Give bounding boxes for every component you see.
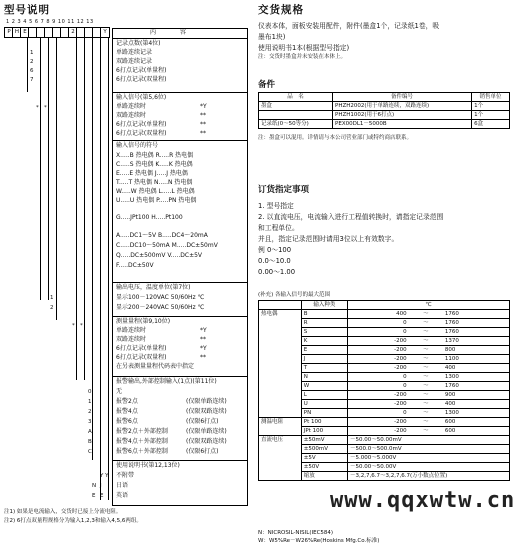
- range-group-label: 直流电压: [259, 436, 302, 481]
- range-sep: ～: [409, 319, 443, 328]
- content-header: 内 容: [150, 29, 187, 36]
- dc-item: C.....DC10～50mA M.....DC±50mV: [116, 242, 218, 249]
- acc-cell: PHZH2002(用于单路连续，双路连续): [333, 102, 472, 111]
- manual-title: 使用说明书(第12,13位): [116, 462, 180, 469]
- input-symbol-title: 输入信号的符号: [116, 142, 159, 149]
- power-code: 1: [50, 295, 54, 301]
- order-item: 例 0～100: [258, 246, 292, 254]
- manual-item: 日语: [116, 482, 129, 489]
- delivery-intro-3: 使用说明书1本(根据型号指定): [258, 44, 350, 52]
- range-item: 单路连续时: [116, 327, 147, 334]
- foot-2: W：W5%Re－W26%Re(Hoskins Mfg.Co.标准): [258, 538, 380, 544]
- alarm-item-note: (仅限双路连续): [186, 408, 227, 415]
- range-item-code: **: [200, 354, 206, 361]
- record-code: 1: [30, 50, 34, 56]
- guide-line: [92, 38, 93, 460]
- tc-item: E.....E 热电偶 J.....J 热电偶: [116, 170, 188, 177]
- input-item-code: **: [200, 130, 206, 137]
- delivery-intro-note: 注：交货时墨盒并未安装在本体上。: [258, 54, 347, 60]
- range-min: 0: [348, 373, 409, 382]
- delivery-title: 交货规格: [258, 4, 304, 16]
- divider: [112, 282, 247, 283]
- table-row: [259, 120, 510, 129]
- dc-item: Q.....DC±500mV V.....DC±5V: [116, 252, 203, 259]
- alarm-item: 报警4点＋外部控制: [116, 438, 168, 445]
- dc-item: F.....DC±50V: [116, 262, 154, 269]
- range-min: 0: [348, 319, 409, 328]
- range-sep: ～: [409, 382, 443, 391]
- range-sep: ～: [409, 409, 443, 418]
- alarm-item-note: (仅限单路连续): [186, 428, 227, 435]
- range-value: －5.000～5.000V: [348, 454, 510, 463]
- range-group-label: 热电偶: [259, 310, 302, 418]
- alarm-code: 1: [88, 399, 92, 405]
- input-item: 6打点记录(双量程): [116, 130, 167, 137]
- range-min: -200: [348, 418, 409, 427]
- range-code-b: *: [80, 323, 83, 329]
- accessories-title: 备件: [258, 80, 276, 90]
- foot-1: N：NICROSIL-NISIL(IEC584): [258, 530, 334, 536]
- input-code-a: *: [36, 105, 39, 111]
- manual-code: Y Y: [100, 473, 109, 479]
- range-max: 800: [443, 346, 510, 355]
- input-code-b: *: [44, 105, 47, 111]
- range-type: R: [301, 319, 347, 328]
- range-max: 900: [443, 391, 510, 400]
- model-code-cell: P: [4, 27, 14, 38]
- range-type: S: [301, 328, 347, 337]
- manual-code: J: [100, 483, 102, 489]
- divider: [112, 140, 247, 141]
- acc-cell: PHZH1002(用于6打点): [333, 111, 472, 120]
- table-row: [259, 102, 510, 111]
- range-sep: ～: [409, 418, 443, 427]
- alarm-item: 无: [116, 388, 123, 395]
- range-max: 600: [443, 427, 510, 436]
- power-item: 显示100－120VAC 50/60Hz ℃: [116, 294, 205, 301]
- alarm-item-note: (仅限6打点): [186, 418, 219, 425]
- alarm-item-note: (仅限单路连续): [186, 398, 227, 405]
- range-min: -200: [348, 400, 409, 409]
- range-item-code: **: [200, 336, 206, 343]
- range-sep: ～: [409, 400, 443, 409]
- range-table: [258, 300, 510, 481]
- power-code: 2: [50, 305, 54, 311]
- alarm-code: 3: [88, 419, 92, 425]
- range-type: U: [301, 400, 347, 409]
- input-item-code: **: [200, 121, 206, 128]
- record-row: 6打点记录(单量程): [116, 67, 167, 74]
- range-min: -200: [348, 391, 409, 400]
- accessories-table: [258, 92, 510, 129]
- model-code-cell: 2: [68, 27, 78, 38]
- range-min: -200: [348, 427, 409, 436]
- range-value: －50.00～50.00mV: [348, 436, 510, 445]
- range-type: ±5V: [301, 454, 347, 463]
- table-row: [259, 436, 510, 445]
- range-title: 测量量程(第9,10位): [116, 318, 171, 325]
- range-type: K: [301, 337, 347, 346]
- acc-header: 备件编号: [333, 93, 472, 102]
- acc-cell: PEX00DL1－5000B: [333, 120, 472, 129]
- range-min: -200: [348, 346, 409, 355]
- manual-code: E: [100, 493, 104, 499]
- range-sep: ～: [409, 328, 443, 337]
- range-value: －500.0～500.0mV: [348, 445, 510, 454]
- range-max: 1300: [443, 373, 510, 382]
- manual-code-prefix: N: [92, 483, 97, 489]
- table-row: [259, 418, 510, 427]
- range-header: ℃: [348, 301, 510, 310]
- range-max: 400: [443, 364, 510, 373]
- range-code-a: *: [72, 323, 75, 329]
- divider: [112, 460, 247, 461]
- delivery-intro-2: 墨布1块): [258, 33, 286, 41]
- range-type: JPt 100: [301, 427, 347, 436]
- tc-item: T.....T 热电偶 N.....N 热电偶: [116, 179, 193, 186]
- acc-cell: 墨盒: [259, 102, 333, 111]
- note-1: 注1) 如果是电流输入，交货时已接上分流电阻。: [4, 509, 122, 515]
- manual-item: 英语: [116, 492, 129, 499]
- range-type: W: [301, 382, 347, 391]
- guide-line: [84, 38, 85, 380]
- acc-cell: 1个: [472, 111, 510, 120]
- record-row: 6打点记录(双量程): [116, 76, 167, 83]
- guide-line: [40, 38, 41, 300]
- range-min: 0: [348, 409, 409, 418]
- alarm-title: 报警输出,外部控制输入(1点)(第11位): [116, 378, 217, 385]
- range-max: 1300: [443, 409, 510, 418]
- range-max: 1760: [443, 310, 510, 319]
- range-type: T: [301, 364, 347, 373]
- range-min: 0: [348, 328, 409, 337]
- range-type: B: [301, 310, 347, 319]
- range-min: 0: [348, 382, 409, 391]
- range-min: 400: [348, 310, 409, 319]
- range-min: -200: [348, 337, 409, 346]
- dc-item: A.....DC1～5V B.....DC4～20mA: [116, 232, 208, 239]
- record-row: 双路连续记录: [116, 58, 153, 65]
- tc-item: X.....B 热电偶 R.....R 热电偶: [116, 152, 194, 159]
- acc-cell: 1个: [472, 102, 510, 111]
- guide-line: [27, 38, 28, 92]
- divider: [112, 92, 247, 93]
- alarm-code: B: [88, 439, 92, 445]
- alarm-item: 报警6点: [116, 418, 138, 425]
- range-group-label: 测温电阻: [259, 418, 302, 436]
- range-sep: ～: [409, 346, 443, 355]
- range-min: -200: [348, 364, 409, 373]
- manual-item: 不附带: [116, 472, 135, 479]
- alarm-item: 报警2点: [116, 398, 138, 405]
- input-title: 输入信号(第5,6位): [116, 94, 167, 101]
- order-item: 和工程单位。: [258, 224, 299, 232]
- manual-code-prefix: E: [92, 493, 96, 499]
- range-item: 6打点记录(双量程): [116, 354, 167, 361]
- range-type: ±50V: [301, 463, 347, 472]
- range-max: 1760: [443, 328, 510, 337]
- range-type: 缩放: [301, 472, 347, 481]
- order-item: 1. 型号指定: [258, 202, 294, 210]
- divider: [112, 316, 247, 317]
- range-header: 输入种类: [301, 301, 347, 310]
- alarm-code: A: [88, 429, 92, 435]
- acc-cell: 6盒: [472, 120, 510, 129]
- range-sep: ～: [409, 337, 443, 346]
- range-table-title: (补充) 各输入信号的最大范围: [258, 292, 331, 298]
- tc-item: C.....S 热电偶 K.....K 热电偶: [116, 161, 193, 168]
- range-header-blank: [259, 301, 302, 310]
- guide-line: [48, 38, 49, 300]
- range-sep: ～: [409, 391, 443, 400]
- range-type: E: [301, 346, 347, 355]
- record-code: 7: [30, 77, 34, 83]
- power-title: 输出电压，温度单位(第7位): [116, 284, 191, 291]
- acc-cell: 记录纸(0～50等分): [259, 120, 333, 129]
- range-sep: ～: [409, 427, 443, 436]
- order-item: 0.00～1.00: [258, 268, 296, 276]
- alarm-item: 报警4点: [116, 408, 138, 415]
- model-title: 型号说明: [4, 4, 50, 16]
- tc-item: U.....U 热电偶 P.....PN 热电偶: [116, 197, 197, 204]
- range-max: 1760: [443, 382, 510, 391]
- range-note: 在另表测量量程代码表中指定: [116, 363, 195, 370]
- input-item: 6打点记录(单量程): [116, 121, 167, 128]
- range-item: 双路连续时: [116, 336, 147, 343]
- range-sep: ～: [409, 310, 443, 319]
- range-min: -200: [348, 355, 409, 364]
- guide-line: [108, 38, 109, 500]
- alarm-item-note: (仅限6打点): [186, 448, 219, 455]
- guide-line: [76, 38, 77, 380]
- guide-line: [56, 38, 57, 320]
- alarm-item: 报警2点＋外部控制: [116, 428, 168, 435]
- model-code-cell: E: [20, 27, 30, 38]
- divider: [112, 376, 247, 377]
- range-type: J: [301, 355, 347, 364]
- table-row: [259, 310, 510, 319]
- accessories-note: 注：墨盒可以混用。详情请与本公司营业部门或特约商店联系。: [258, 135, 413, 141]
- input-item: 单路连续时: [116, 103, 147, 110]
- range-max: 400: [443, 400, 510, 409]
- range-item-code: *Y: [200, 327, 207, 334]
- record-code: 6: [30, 68, 34, 74]
- range-type: PN: [301, 409, 347, 418]
- alarm-code: C: [88, 449, 92, 455]
- range-value: －50.00～50.00V: [348, 463, 510, 472]
- range-type: N: [301, 373, 347, 382]
- record-row: 记录点数(第4位): [116, 40, 161, 47]
- order-title: 订货指定事项: [258, 185, 310, 195]
- record-code: 2: [30, 59, 34, 65]
- order-item: 0.0～10.0: [258, 257, 291, 265]
- range-item: 6打点记录(单量程): [116, 345, 167, 352]
- note-2: 注2) 6打点双量程规格分为输入1,2,3和输入4,5,6两组。: [4, 518, 142, 524]
- range-sep: ～: [409, 373, 443, 382]
- power-item: 显示200－240VAC 50/60Hz ℃: [116, 304, 205, 311]
- input-item-code: **: [200, 112, 206, 119]
- table-row: [259, 111, 510, 120]
- range-type: ±500mV: [301, 445, 347, 454]
- alarm-code: 2: [88, 409, 92, 415]
- tc-item: W.....W 热电偶 L.....L 热电偶: [116, 188, 195, 195]
- range-max: 1100: [443, 355, 510, 364]
- acc-cell: [259, 111, 333, 120]
- alarm-item-note: (仅限双路连续): [186, 438, 227, 445]
- range-max: 600: [443, 418, 510, 427]
- range-item-code: *Y: [200, 345, 207, 352]
- order-item: 2. 以直流电压，电流输入进行工程值转换时，请指定记录范围: [258, 213, 444, 221]
- alarm-code: 0: [88, 389, 92, 395]
- column-numbers: 1 2 3 4 5 6 7 8 9 10 11 12 13: [6, 19, 94, 25]
- record-row: 单路连续记录: [116, 49, 153, 56]
- input-item-code: *Y: [200, 103, 207, 110]
- order-item: 并且，指定记录范围时请用3位以上有效数字。: [258, 235, 399, 243]
- range-type: Pt 100: [301, 418, 347, 427]
- rtd-item: G.....JPt100 H.....Pt100: [116, 214, 183, 221]
- range-value: －3,2,7,6.7～3,2,7,6.7(万小数点位置): [348, 472, 510, 481]
- range-type: L: [301, 391, 347, 400]
- model-code-cell: H: [12, 27, 22, 38]
- alarm-item: 报警6点＋外部控制: [116, 448, 168, 455]
- range-sep: ～: [409, 364, 443, 373]
- delivery-intro-1: 仪表本体，面板安装用配件，附件(墨盒1个，记录纸1卷，吸: [258, 22, 440, 30]
- model-code-cell: Y: [100, 27, 110, 38]
- range-max: 1760: [443, 319, 510, 328]
- acc-header: 品 名: [259, 93, 333, 102]
- acc-header: 销售单位: [472, 93, 510, 102]
- guide-line: [100, 38, 104, 500]
- range-sep: ～: [409, 355, 443, 364]
- range-max: 1370: [443, 337, 510, 346]
- range-type: ±50mV: [301, 436, 347, 445]
- watermark: www.qqxwtw.cn: [330, 488, 516, 513]
- input-item: 双路连续时: [116, 112, 147, 119]
